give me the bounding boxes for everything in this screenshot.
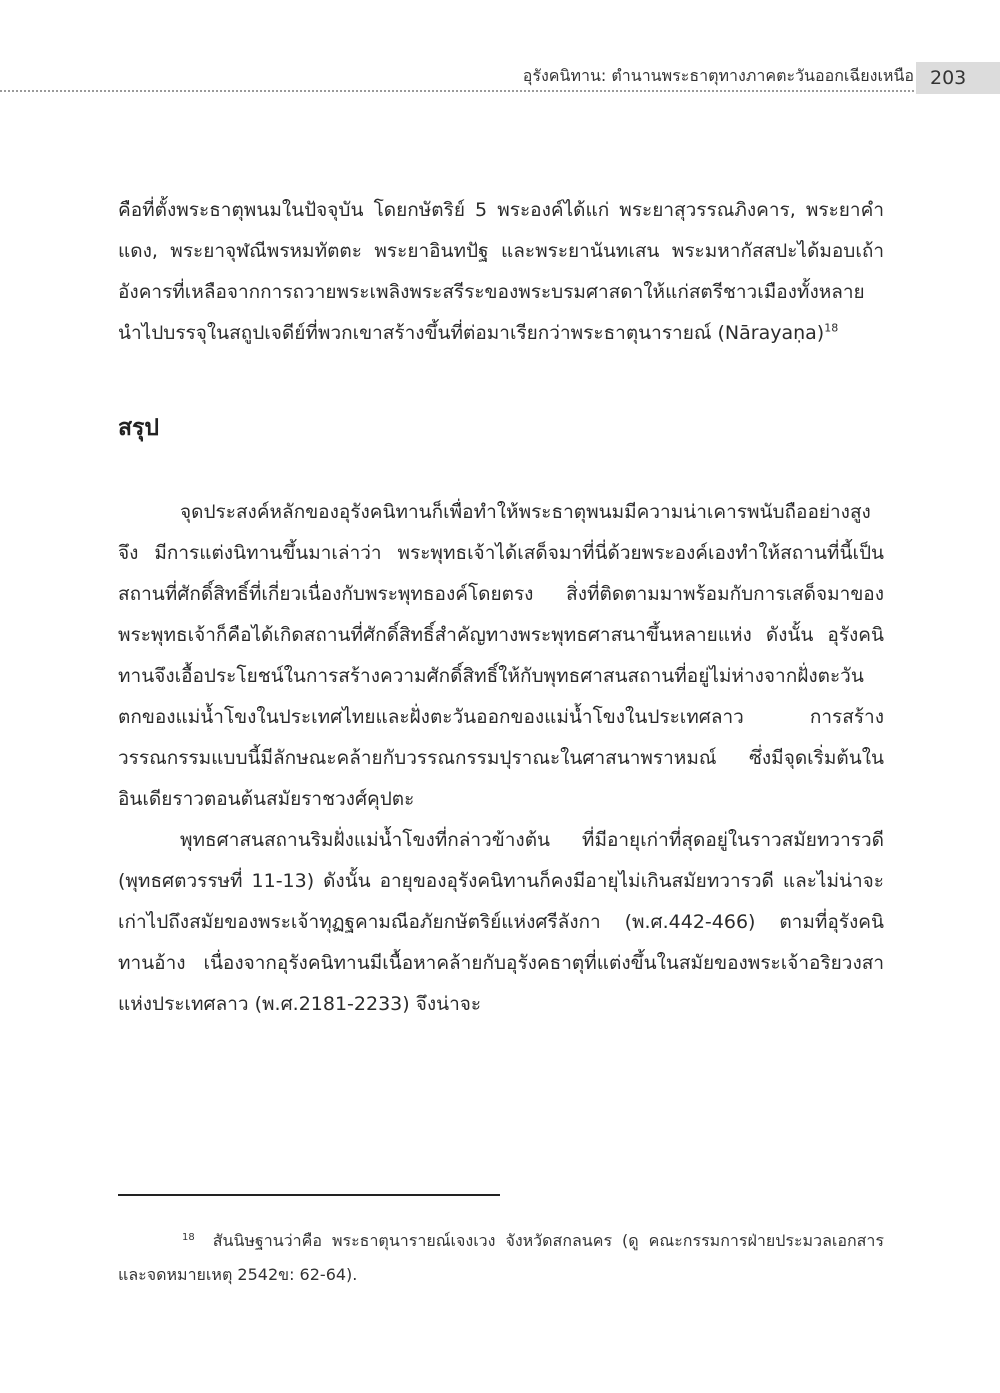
- page-number-tab: [916, 62, 1000, 94]
- footnote-reference-18[interactable]: 18: [824, 321, 839, 335]
- paragraph-3: พุทธศาสนสถานริมฝั่งแม่น้ำโขงที่กล่าวข้างต้น ที่มีอายุเก่าที่สุดอยู่ในราวสมัยทวารวดี (พุทธศตวรรษที่ 11-13) ดังนั้น อายุของอุรังคนิทานก็คงมีอายุไม่เกินสมัยทวารวดี และไม่น่าจะเก่าไปถึงสมัยของพระเจ้าทุฏฐคามณีอภัยกษัตริย์แห่งศรีลังกา (พ.ศ.442-466) ตามที่อุรังคนิทานอ้าง เนื่องจากอุรังคนิทานมีเนื้อหาคล้ายกับอุรังคธาตุที่แต่งขึ้นในสมัยของพระเจ้าอริยวงสาแห่งประเทศลาว (พ.ศ.2181-2233) จึงน่าจะ: [118, 829, 884, 1015]
- main-text: [118, 190, 884, 1025]
- paragraph-1-text: คือที่ตั้งพระธาตุพนมในปัจจุบัน โดยกษัตริย์ 5 พระองค์ได้แก่ พระยาสุวรรณภิงคาร, พระยาคำแดง, พระยาจุฬณีพรหมทัตตะ พระยาอินทปัฐ และพระยานันทเสน พระมหากัสสปะได้มอบเถ้าอังคารที่เหลือจากการถวายพระเพลิงพระสรีระของพระบรมศาสดาให้แก่สตรีชาวเมืองทั้งหลาย นำไปบรรจุในสถูปเจดีย์ที่พวกเขาสร้างขึ้นที่ต่อมาเรียกว่าพระธาตุนารายณ์ (Nārayaṇa): [118, 199, 884, 344]
- footnote-separator: [118, 1194, 500, 1196]
- header-dotted-rule: [0, 90, 914, 92]
- footnote-text: สันนิษฐานว่าคือ พระธาตุนารายณ์เจงเวง จังหวัดสกลนคร (ดู คณะกรรมการฝ่ายประมวลเอกสารและจดหมายเหตุ 2542ข: 62-64).: [118, 1231, 884, 1284]
- page-number: 203: [930, 67, 967, 89]
- footnote-18: [118, 1224, 884, 1292]
- section-heading-conclusion: สรุป: [118, 415, 159, 441]
- paragraph-2: จุดประสงค์หลักของอุรังคนิทานก็เพื่อทำให้พระธาตุพนมมีความน่าเคารพนับถืออย่างสูงจึง มีการแต่งนิทานขึ้นมาเล่าว่า พระพุทธเจ้าได้เสด็จมาที่นี่ด้วยพระองค์เองทำให้สถานที่นี้เป็นสถานที่ศักดิ์สิทธิ์ที่เกี่ยวเนื่องกับพระพุทธองค์โดยตรง สิ่งที่ติดตามมาพร้อมกับการเสด็จมาของพระพุทธเจ้าก็คือได้เกิดสถานที่ศักดิ์สิทธิ์สำคัญทางพระพุทธศาสนาขึ้นหลายแห่ง ดังนั้น อุรังคนิทานจึงเอื้อประโยชน์ในการสร้างความศักดิ์สิทธิ์ให้กับพุทธศาสนสถานที่อยู่ไม่ห่างจากฝั่งตะวันตกของแม่น้ำโขงในประเทศไทยและฝั่งตะวันออกของแม่น้ำโขงในประเทศลาว การสร้างวรรณกรรมแบบนี้มีลักษณะคล้ายกับวรรณกรรมปุราณะในศาสนาพราหมณ์ ซึ่งมีจุดเริ่มต้นในอินเดียราวตอนต้นสมัยราชวงศ์คุปตะ: [118, 501, 884, 810]
- running-header: [0, 62, 1000, 92]
- running-title: อุรังคนิทาน: ตำนานพระธาตุทางภาคตะวันออกเฉียงเหนือ: [522, 66, 914, 85]
- paragraph-1: [118, 190, 884, 354]
- footnote-number: 18: [182, 1231, 195, 1243]
